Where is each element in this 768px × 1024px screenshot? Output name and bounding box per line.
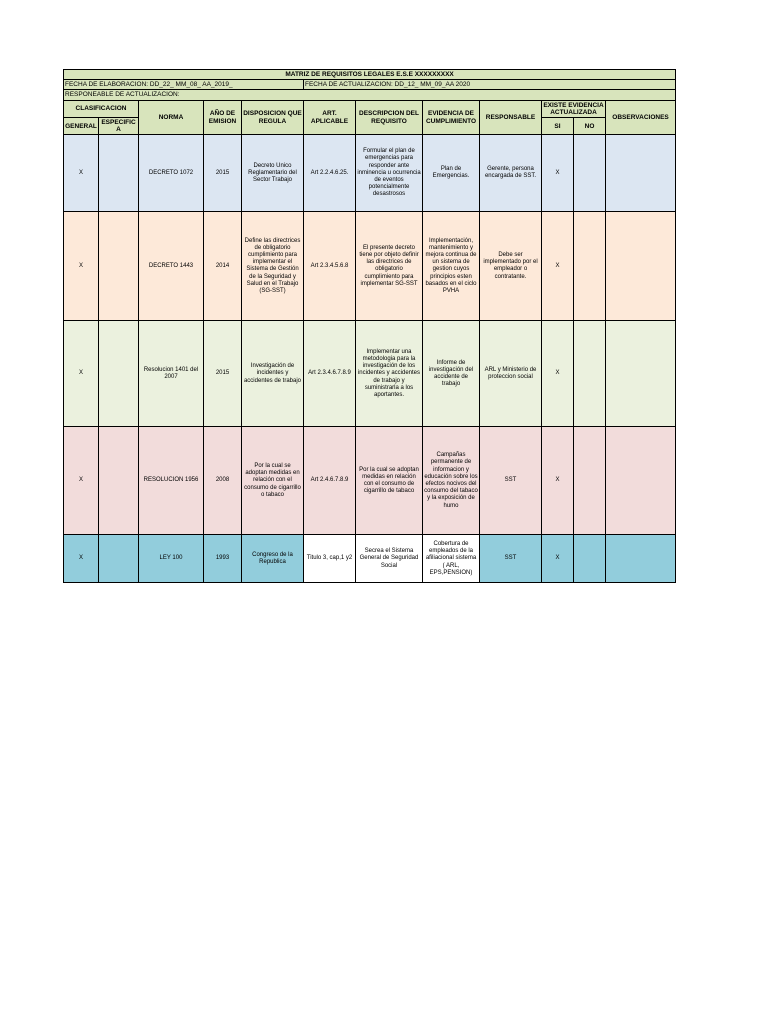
cell-observaciones bbox=[606, 535, 676, 583]
cell-descripcion: Por la cual se adoptan medidas en relación con el consumo de cigarrillo de tabaco bbox=[356, 427, 423, 535]
fecha-elaboracion: FECHA DE ELABORACION: DD_22_ MM_08_ AA_2019_ bbox=[64, 80, 304, 90]
cell-no bbox=[574, 427, 606, 535]
table-row bbox=[64, 535, 676, 583]
cell-disposicion: Investigación de incidentes y accidentes de trabajo bbox=[242, 321, 304, 427]
cell-general: X bbox=[64, 535, 99, 583]
header-especifica: ESPECIFICA bbox=[99, 118, 139, 135]
cell-descripcion: Implementar una metodologia para la investigación de los incidentes y accidentes de trabajo y suministrarla a los aportantes. bbox=[356, 321, 423, 427]
legal-requirements-matrix bbox=[63, 69, 676, 583]
table-row bbox=[64, 427, 676, 535]
cell-si: X bbox=[542, 212, 574, 321]
cell-general: X bbox=[64, 321, 99, 427]
cell-especifica bbox=[99, 135, 139, 212]
cell-art: Art 2.2.4.6.25. bbox=[304, 135, 356, 212]
cell-si: X bbox=[542, 135, 574, 212]
cell-observaciones bbox=[606, 212, 676, 321]
header-observaciones: OBSERVACIONES bbox=[606, 100, 676, 135]
cell-general: X bbox=[64, 135, 99, 212]
cell-no bbox=[574, 212, 606, 321]
header-no: NO bbox=[574, 118, 606, 135]
cell-especifica bbox=[99, 535, 139, 583]
matrix-title: MATRIZ DE REQUISITOS LEGALES E.S.E XXXXXXXXX bbox=[64, 70, 676, 80]
cell-evidencia: Plan de Emergencias. bbox=[423, 135, 480, 212]
cell-evidencia: Informe de investigación del accidente de trabajo bbox=[423, 321, 480, 427]
table-row bbox=[64, 212, 676, 321]
cell-no bbox=[574, 321, 606, 427]
cell-responsable: SST bbox=[480, 535, 542, 583]
cell-responsable: ARL y Ministerio de proteccion social bbox=[480, 321, 542, 427]
header-evidencia: EVIDENCIA DE CUMPLIMIENTO bbox=[423, 100, 480, 135]
cell-anio: 1993 bbox=[204, 535, 242, 583]
cell-evidencia: Campañas permanente de informacion y educación sobre los efectos nocivos del consumo del tabaco y la exposición de humo bbox=[423, 427, 480, 535]
header-existe-evidencia: EXISTE EVIDENCIA ACTUALIZADA bbox=[543, 101, 604, 116]
cell-especifica bbox=[99, 427, 139, 535]
cell-si: X bbox=[542, 321, 574, 427]
header-clasificacion: CLASIFICACION bbox=[64, 100, 139, 117]
cell-anio: 2008 bbox=[204, 427, 242, 535]
cell-norma: DECRETO 1443 bbox=[139, 212, 204, 321]
header-general: GENERAL bbox=[64, 118, 99, 135]
cell-norma: LEY 100 bbox=[139, 535, 204, 583]
cell-general: X bbox=[64, 212, 99, 321]
cell-general: X bbox=[64, 427, 99, 535]
cell-descripcion: Secrea el Sistema General de Seguridad Social bbox=[356, 535, 423, 583]
header-art-aplicable: ART. APLICABLE bbox=[304, 100, 356, 135]
cell-especifica bbox=[99, 321, 139, 427]
table-row bbox=[64, 321, 676, 427]
cell-anio: 2015 bbox=[204, 321, 242, 427]
cell-evidencia: Cobertura de empleados de la afiliacional sistema ( ARL, EPS,PENSION) bbox=[423, 535, 480, 583]
cell-art: Art 2.3.4.5.6.8 bbox=[304, 212, 356, 321]
cell-norma: DECRETO 1072 bbox=[139, 135, 204, 212]
header-norma: NORMA bbox=[139, 100, 204, 135]
cell-evidencia: Implementación, mantenimiento y mejora continua de un sistema de gestion cuyos principios esten basados en el ciclo PVHA bbox=[423, 212, 480, 321]
cell-art: Art 2.4.6.7.8.9 bbox=[304, 427, 356, 535]
cell-disposicion: Congreso de la Republica bbox=[242, 535, 304, 583]
cell-norma: RESOLUCION 1956 bbox=[139, 427, 204, 535]
cell-anio: 2015 bbox=[204, 135, 242, 212]
cell-especifica bbox=[99, 212, 139, 321]
cell-observaciones bbox=[606, 321, 676, 427]
cell-descripcion: El presente decreto tiene por objeto definir las directrices de obligatorio cumplimiento para implementar SG-SST bbox=[356, 212, 423, 321]
cell-responsable: SST bbox=[480, 427, 542, 535]
table-row bbox=[64, 135, 676, 212]
cell-observaciones bbox=[606, 427, 676, 535]
header-responsable: RESPONSABLE bbox=[480, 100, 542, 135]
cell-disposicion: Define las directrices de obligatorio cumplimiento para implementar el Sistema de Gestión de la Seguridad y Salud en el Trabajo (SG-SST) bbox=[242, 212, 304, 321]
cell-observaciones bbox=[606, 135, 676, 212]
header-descripcion: DESCRIPCION DEL REQUISITO bbox=[356, 100, 423, 135]
cell-descripcion: Formular el plan de emergencias para responder ante inminencia u ocurrencia de eventos potencialmente desastrosos bbox=[356, 135, 423, 212]
cell-si: X bbox=[542, 427, 574, 535]
cell-no bbox=[574, 535, 606, 583]
header-disposicion: DISPOSICION QUE REGULA bbox=[242, 100, 304, 135]
cell-art: Titulo 3, cap,1 y2 bbox=[304, 535, 356, 583]
cell-disposicion: Por la cual se adoptan medidas en relación con el consumo de cigarrillo o tabaco bbox=[242, 427, 304, 535]
cell-no bbox=[574, 135, 606, 212]
cell-art: Art 2.3.4.6.7.8.9 bbox=[304, 321, 356, 427]
header-anio-emision: AÑO DE EMISION bbox=[204, 100, 242, 135]
cell-responsable: Gerente, persona encargada de SST. bbox=[480, 135, 542, 212]
header-si: SI bbox=[542, 118, 574, 135]
responsable-actualizacion: RESPONEABLE DE ACTUALIZACION: bbox=[64, 90, 676, 100]
fecha-actualizacion: FECHA DE ACTUALIZACION: DD_12_ MM_09_AA 2020 bbox=[304, 80, 676, 90]
cell-disposicion: Decreto Unico Reglamentario del Sector Trabajo bbox=[242, 135, 304, 212]
cell-anio: 2014 bbox=[204, 212, 242, 321]
cell-norma: Resolucion 1401 del 2007 bbox=[139, 321, 204, 427]
cell-si: X bbox=[542, 535, 574, 583]
cell-responsable: Debe ser implementado por el empleador o contratante. bbox=[480, 212, 542, 321]
